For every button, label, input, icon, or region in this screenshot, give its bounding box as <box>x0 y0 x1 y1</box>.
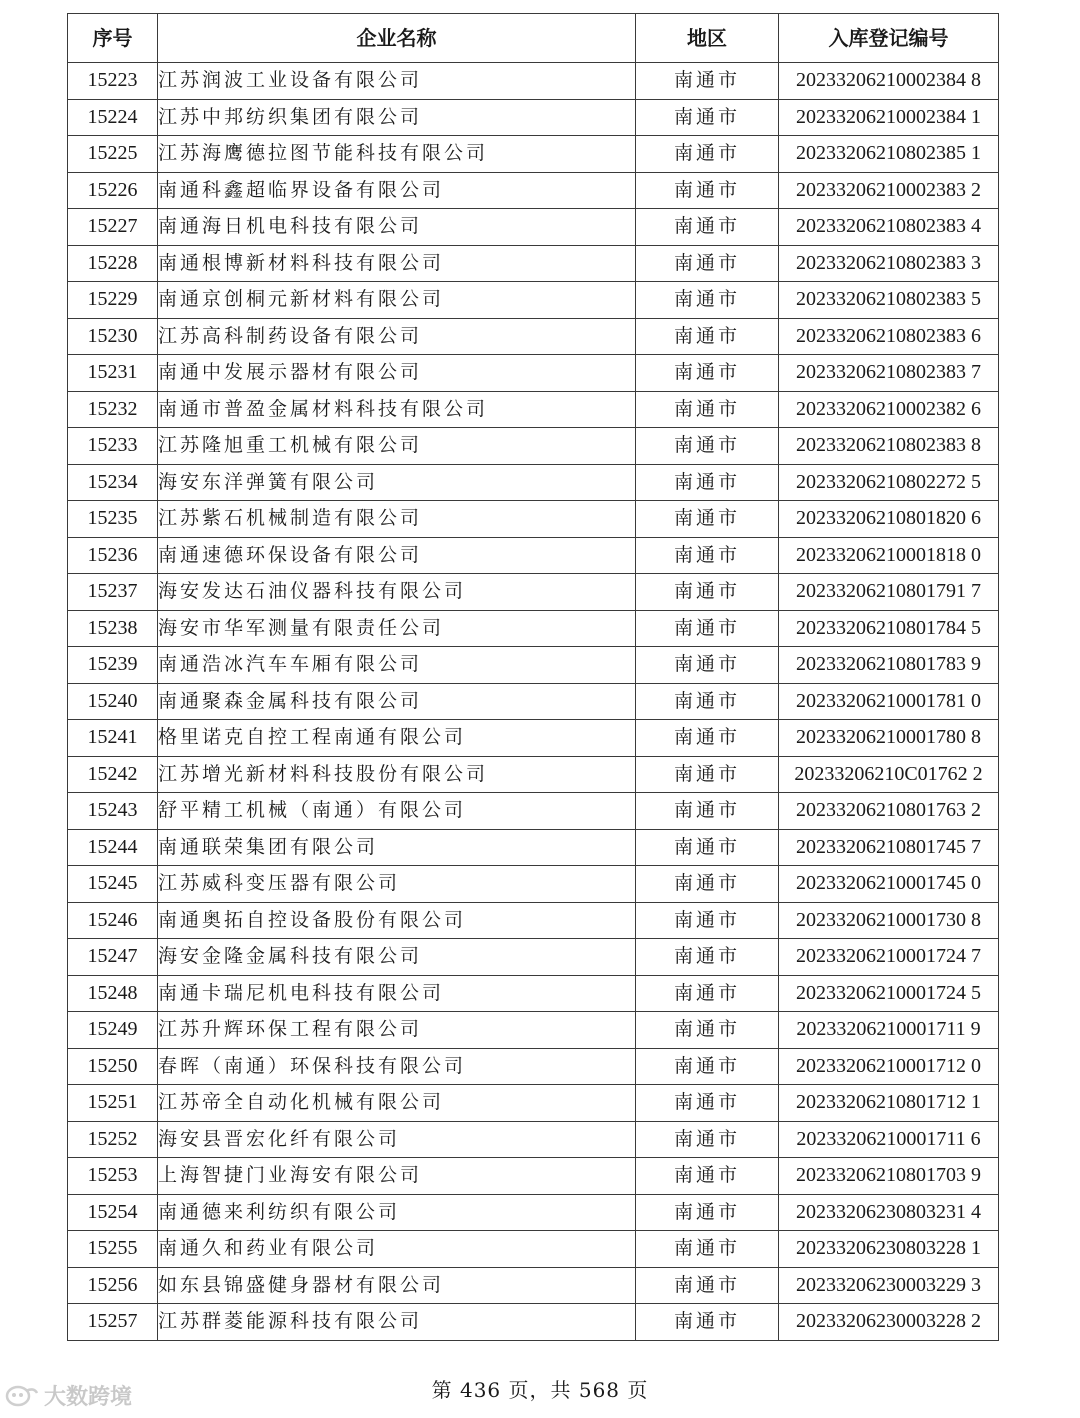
header-region: 地区 <box>636 14 779 63</box>
cell-region: 南通市 <box>636 1048 779 1085</box>
table-row <box>68 136 999 173</box>
cell-seq: 15254 <box>68 1194 158 1231</box>
table-row <box>68 245 999 282</box>
cell-region: 南通市 <box>636 1085 779 1122</box>
cell-code: 20233206230803231 4 <box>779 1194 999 1231</box>
cell-seq: 15238 <box>68 610 158 647</box>
cell-name: 格里诺克自控工程南通有限公司 <box>158 720 636 757</box>
cell-region: 南通市 <box>636 1158 779 1195</box>
table-row <box>68 63 999 100</box>
cell-code: 20233206210001780 8 <box>779 720 999 757</box>
cell-region: 南通市 <box>636 1012 779 1049</box>
cell-code: 20233206210801712 1 <box>779 1085 999 1122</box>
cell-seq: 15223 <box>68 63 158 100</box>
cell-seq: 15256 <box>68 1267 158 1304</box>
cell-region: 南通市 <box>636 720 779 757</box>
table-row <box>68 610 999 647</box>
cell-code: 20233206210801763 2 <box>779 793 999 830</box>
cell-region: 南通市 <box>636 355 779 392</box>
cell-name: 如东县锦盛健身器材有限公司 <box>158 1267 636 1304</box>
cell-region: 南通市 <box>636 1267 779 1304</box>
cell-code: 20233206210801703 9 <box>779 1158 999 1195</box>
cell-name: 江苏高科制药设备有限公司 <box>158 318 636 355</box>
cell-code: 20233206210001730 8 <box>779 902 999 939</box>
cell-name: 海安市华军测量有限责任公司 <box>158 610 636 647</box>
cell-region: 南通市 <box>636 209 779 246</box>
cell-name: 江苏威科变压器有限公司 <box>158 866 636 903</box>
cell-code: 20233206210802383 5 <box>779 282 999 319</box>
table-header <box>68 14 999 63</box>
cell-seq: 15236 <box>68 537 158 574</box>
header-name: 企业名称 <box>158 14 636 63</box>
cell-region: 南通市 <box>636 282 779 319</box>
cell-region: 南通市 <box>636 245 779 282</box>
cell-name: 江苏海鹰德拉图节能科技有限公司 <box>158 136 636 173</box>
cell-region: 南通市 <box>636 428 779 465</box>
table-row <box>68 902 999 939</box>
cell-name: 舒平精工机械（南通）有限公司 <box>158 793 636 830</box>
cell-code: 20233206210802383 6 <box>779 318 999 355</box>
cell-seq: 15246 <box>68 902 158 939</box>
cell-name: 海安金隆金属科技有限公司 <box>158 939 636 976</box>
cell-name: 南通联荣集团有限公司 <box>158 829 636 866</box>
table-row <box>68 209 999 246</box>
cell-region: 南通市 <box>636 172 779 209</box>
cell-code: 20233206210001724 7 <box>779 939 999 976</box>
cell-code: 20233206210801791 7 <box>779 574 999 611</box>
cell-name: 江苏润波工业设备有限公司 <box>158 63 636 100</box>
cell-code: 20233206210002384 8 <box>779 63 999 100</box>
table-row <box>68 793 999 830</box>
cell-seq: 15233 <box>68 428 158 465</box>
cell-region: 南通市 <box>636 793 779 830</box>
cell-region: 南通市 <box>636 318 779 355</box>
cell-code: 20233206210C01762 2 <box>779 756 999 793</box>
table-row <box>68 939 999 976</box>
cell-seq: 15244 <box>68 829 158 866</box>
cell-region: 南通市 <box>636 683 779 720</box>
cell-name: 南通京创桐元新材料有限公司 <box>158 282 636 319</box>
table-row <box>68 683 999 720</box>
table-row <box>68 1012 999 1049</box>
cell-name: 南通卡瑞尼机电科技有限公司 <box>158 975 636 1012</box>
cell-seq: 15241 <box>68 720 158 757</box>
cell-region: 南通市 <box>636 136 779 173</box>
header-seq: 序号 <box>68 14 158 63</box>
cell-code: 20233206230803228 1 <box>779 1231 999 1268</box>
cell-seq: 15230 <box>68 318 158 355</box>
cell-region: 南通市 <box>636 902 779 939</box>
cell-seq: 15240 <box>68 683 158 720</box>
cell-code: 20233206210001724 5 <box>779 975 999 1012</box>
table-row <box>68 464 999 501</box>
table-row <box>68 975 999 1012</box>
cell-region: 南通市 <box>636 501 779 538</box>
table-row <box>68 99 999 136</box>
cell-seq: 15224 <box>68 99 158 136</box>
table-row <box>68 391 999 428</box>
cell-region: 南通市 <box>636 1304 779 1341</box>
cell-region: 南通市 <box>636 939 779 976</box>
cell-name: 海安县晋宏化纤有限公司 <box>158 1121 636 1158</box>
cell-code: 20233206210801820 6 <box>779 501 999 538</box>
cell-region: 南通市 <box>636 975 779 1012</box>
cell-name: 南通德来利纺织有限公司 <box>158 1194 636 1231</box>
cell-name: 南通根博新材料科技有限公司 <box>158 245 636 282</box>
cell-region: 南通市 <box>636 537 779 574</box>
cell-code: 20233206210001711 9 <box>779 1012 999 1049</box>
cell-name: 南通中发展示器材有限公司 <box>158 355 636 392</box>
cell-region: 南通市 <box>636 63 779 100</box>
cell-code: 20233206210802383 3 <box>779 245 999 282</box>
cell-region: 南通市 <box>636 464 779 501</box>
cell-seq: 15251 <box>68 1085 158 1122</box>
cell-code: 20233206210802383 4 <box>779 209 999 246</box>
cell-seq: 15242 <box>68 756 158 793</box>
table-body <box>68 63 999 1341</box>
cell-code: 20233206210001781 0 <box>779 683 999 720</box>
cell-seq: 15231 <box>68 355 158 392</box>
cell-seq: 15234 <box>68 464 158 501</box>
cell-seq: 15257 <box>68 1304 158 1341</box>
cell-name: 春晖（南通）环保科技有限公司 <box>158 1048 636 1085</box>
cell-region: 南通市 <box>636 1194 779 1231</box>
page-number-footer: 第 436 页，共 568 页 <box>431 1378 649 1402</box>
cell-name: 江苏紫石机械制造有限公司 <box>158 501 636 538</box>
cell-code: 20233206210802385 1 <box>779 136 999 173</box>
cell-seq: 15248 <box>68 975 158 1012</box>
cell-seq: 15227 <box>68 209 158 246</box>
cell-code: 20233206210802272 5 <box>779 464 999 501</box>
cell-name: 江苏中邦纺织集团有限公司 <box>158 99 636 136</box>
cell-seq: 15228 <box>68 245 158 282</box>
cell-name: 南通聚森金属科技有限公司 <box>158 683 636 720</box>
cell-name: 海安东洋弹簧有限公司 <box>158 464 636 501</box>
cell-region: 南通市 <box>636 1231 779 1268</box>
cell-seq: 15252 <box>68 1121 158 1158</box>
cell-code: 20233206210001745 0 <box>779 866 999 903</box>
cell-seq: 15249 <box>68 1012 158 1049</box>
cell-name: 江苏帝全自动化机械有限公司 <box>158 1085 636 1122</box>
cell-code: 20233206210802383 7 <box>779 355 999 392</box>
cell-name: 南通市普盈金属材料科技有限公司 <box>158 391 636 428</box>
cell-region: 南通市 <box>636 610 779 647</box>
cell-seq: 15243 <box>68 793 158 830</box>
cell-code: 20233206210001711 6 <box>779 1121 999 1158</box>
cell-seq: 15226 <box>68 172 158 209</box>
table-row <box>68 1194 999 1231</box>
cell-code: 20233206210801745 7 <box>779 829 999 866</box>
cell-name: 南通久和药业有限公司 <box>158 1231 636 1268</box>
table-row <box>68 1085 999 1122</box>
table-row <box>68 756 999 793</box>
cell-code: 20233206210001818 0 <box>779 537 999 574</box>
cell-region: 南通市 <box>636 756 779 793</box>
table-row <box>68 172 999 209</box>
enterprise-table <box>67 13 999 1341</box>
table-row <box>68 355 999 392</box>
watermark-text: 大数跨境 <box>44 1385 133 1410</box>
table-row <box>68 1158 999 1195</box>
cell-code: 20233206230003229 3 <box>779 1267 999 1304</box>
table-row <box>68 574 999 611</box>
cell-name: 南通速德环保设备有限公司 <box>158 537 636 574</box>
cell-region: 南通市 <box>636 1121 779 1158</box>
cell-name: 南通奥拓自控设备股份有限公司 <box>158 902 636 939</box>
cell-name: 南通浩冰汽车车厢有限公司 <box>158 647 636 684</box>
table-row <box>68 1267 999 1304</box>
cell-code: 20233206210002382 6 <box>779 391 999 428</box>
cell-seq: 15253 <box>68 1158 158 1195</box>
cell-seq: 15239 <box>68 647 158 684</box>
cell-code: 20233206210002384 1 <box>779 99 999 136</box>
cell-name: 江苏增光新材料科技股份有限公司 <box>158 756 636 793</box>
cell-region: 南通市 <box>636 647 779 684</box>
table-row <box>68 1304 999 1341</box>
table-row <box>68 720 999 757</box>
cell-name: 江苏隆旭重工机械有限公司 <box>158 428 636 465</box>
cell-region: 南通市 <box>636 829 779 866</box>
cell-seq: 15237 <box>68 574 158 611</box>
cell-name: 上海智捷门业海安有限公司 <box>158 1158 636 1195</box>
cell-seq: 15235 <box>68 501 158 538</box>
table-row <box>68 428 999 465</box>
cell-seq: 15225 <box>68 136 158 173</box>
table-row <box>68 647 999 684</box>
table-row <box>68 501 999 538</box>
table-row <box>68 282 999 319</box>
cell-name: 江苏升辉环保工程有限公司 <box>158 1012 636 1049</box>
cell-code: 20233206210802383 8 <box>779 428 999 465</box>
table-row <box>68 1048 999 1085</box>
cell-seq: 15232 <box>68 391 158 428</box>
table-row <box>68 318 999 355</box>
cell-code: 20233206230003228 2 <box>779 1304 999 1341</box>
table-row <box>68 537 999 574</box>
cell-seq: 15229 <box>68 282 158 319</box>
cell-region: 南通市 <box>636 391 779 428</box>
table-row <box>68 829 999 866</box>
cell-seq: 15255 <box>68 1231 158 1268</box>
table-row <box>68 866 999 903</box>
cell-region: 南通市 <box>636 99 779 136</box>
cell-name: 江苏群菱能源科技有限公司 <box>158 1304 636 1341</box>
header-code: 入库登记编号 <box>779 14 999 63</box>
table-row <box>68 1121 999 1158</box>
cell-code: 20233206210801783 9 <box>779 647 999 684</box>
cell-code: 20233206210001712 0 <box>779 1048 999 1085</box>
cell-name: 海安发达石油仪器科技有限公司 <box>158 574 636 611</box>
cell-seq: 15250 <box>68 1048 158 1085</box>
cell-code: 20233206210002383 2 <box>779 172 999 209</box>
table-row <box>68 1231 999 1268</box>
cell-region: 南通市 <box>636 866 779 903</box>
cell-region: 南通市 <box>636 574 779 611</box>
cell-code: 20233206210801784 5 <box>779 610 999 647</box>
header-row <box>68 14 999 63</box>
cell-seq: 15247 <box>68 939 158 976</box>
cell-name: 南通海日机电科技有限公司 <box>158 209 636 246</box>
cell-name: 南通科鑫超临界设备有限公司 <box>158 172 636 209</box>
cell-seq: 15245 <box>68 866 158 903</box>
